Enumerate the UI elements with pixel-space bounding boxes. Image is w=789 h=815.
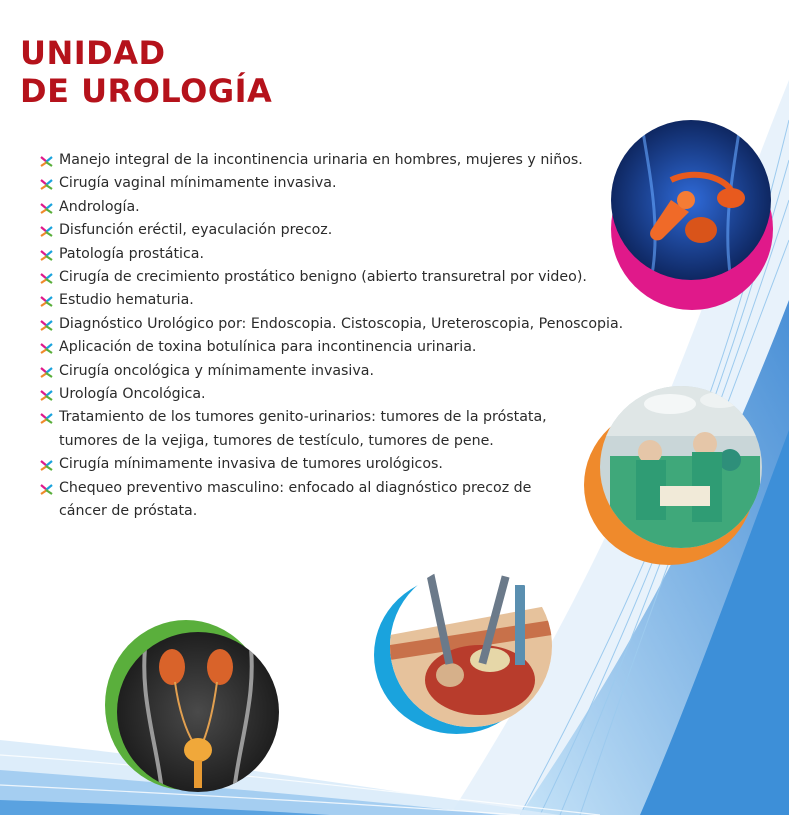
urinary-system-image: [117, 632, 279, 792]
list-item: [40, 313, 623, 336]
bullet-icon: [40, 460, 53, 471]
list-item: [40, 477, 623, 524]
list-item: [40, 243, 623, 266]
list-item: [40, 219, 623, 242]
bullet-icon: [40, 203, 53, 214]
bullet-icon: [40, 179, 53, 190]
list-item-text: Estudio hematuria.: [59, 292, 194, 309]
list-item-text: Cirugía oncológica y mínimamente invasiva.: [59, 362, 374, 379]
list-item: [40, 172, 623, 195]
bullet-icon: [40, 156, 53, 167]
bullet-icon: [40, 250, 53, 261]
list-item-text: Tratamiento de los tumores genito-urinarios: tumores de la próstata,: [59, 409, 547, 426]
list-item-text: Cirugía vaginal mínimamente invasiva.: [59, 175, 337, 192]
list-item-text: Andrología.: [59, 198, 140, 215]
title-line-2: DE UROLOGÍA: [20, 72, 273, 110]
page-title: [20, 34, 272, 110]
list-item: [40, 336, 623, 359]
bullet-icon: [40, 390, 53, 401]
bullet-icon: [40, 296, 53, 307]
bullet-icon: [40, 273, 53, 284]
list-item: [40, 266, 623, 289]
list-item: [40, 453, 623, 476]
list-item-text: Cirugía mínimamente invasiva de tumores urológicos.: [59, 456, 443, 473]
title-line-1: UNIDAD: [20, 34, 166, 72]
list-item-text: Chequeo preventivo masculino: enfocado al diagnóstico precoz de: [59, 479, 532, 496]
bullet-icon: [40, 413, 53, 424]
list-item: [40, 289, 623, 312]
list-item-continuation: tumores de la vejiga, tumores de testículo, tumores de pene.: [59, 432, 494, 449]
list-item: [40, 360, 623, 383]
bullet-icon: [40, 343, 53, 354]
surgery-image: [600, 386, 762, 548]
bullet-icon: [40, 320, 53, 331]
list-item: [40, 196, 623, 219]
list-item-continuation: cáncer de próstata.: [59, 503, 198, 520]
list-item-text: Disfunción eréctil, eyaculación precoz.: [59, 222, 333, 239]
list-item-text: Cirugía de crecimiento prostático benigno (abierto transuretral por video).: [59, 269, 587, 286]
list-item-text: Urología Oncológica.: [59, 386, 206, 403]
services-list: [40, 149, 623, 524]
laparoscopy-image: [390, 565, 552, 727]
list-item-text: Aplicación de toxina botulínica para incontinencia urinaria.: [59, 339, 477, 356]
list-item: [40, 383, 623, 406]
list-item: [40, 406, 623, 453]
bullet-icon: [40, 367, 53, 378]
list-item: [40, 149, 623, 172]
bullet-icon: [40, 226, 53, 237]
bullet-icon: [40, 484, 53, 495]
list-item-text: Diagnóstico Urológico por: Endoscopia. Cistoscopia, Ureteroscopia, Penoscopia.: [59, 315, 624, 332]
list-item-text: Manejo integral de la incontinencia urinaria en hombres, mujeres y niños.: [59, 152, 583, 168]
male-anatomy-image: [611, 120, 771, 280]
list-item-text: Patología prostática.: [59, 245, 204, 262]
